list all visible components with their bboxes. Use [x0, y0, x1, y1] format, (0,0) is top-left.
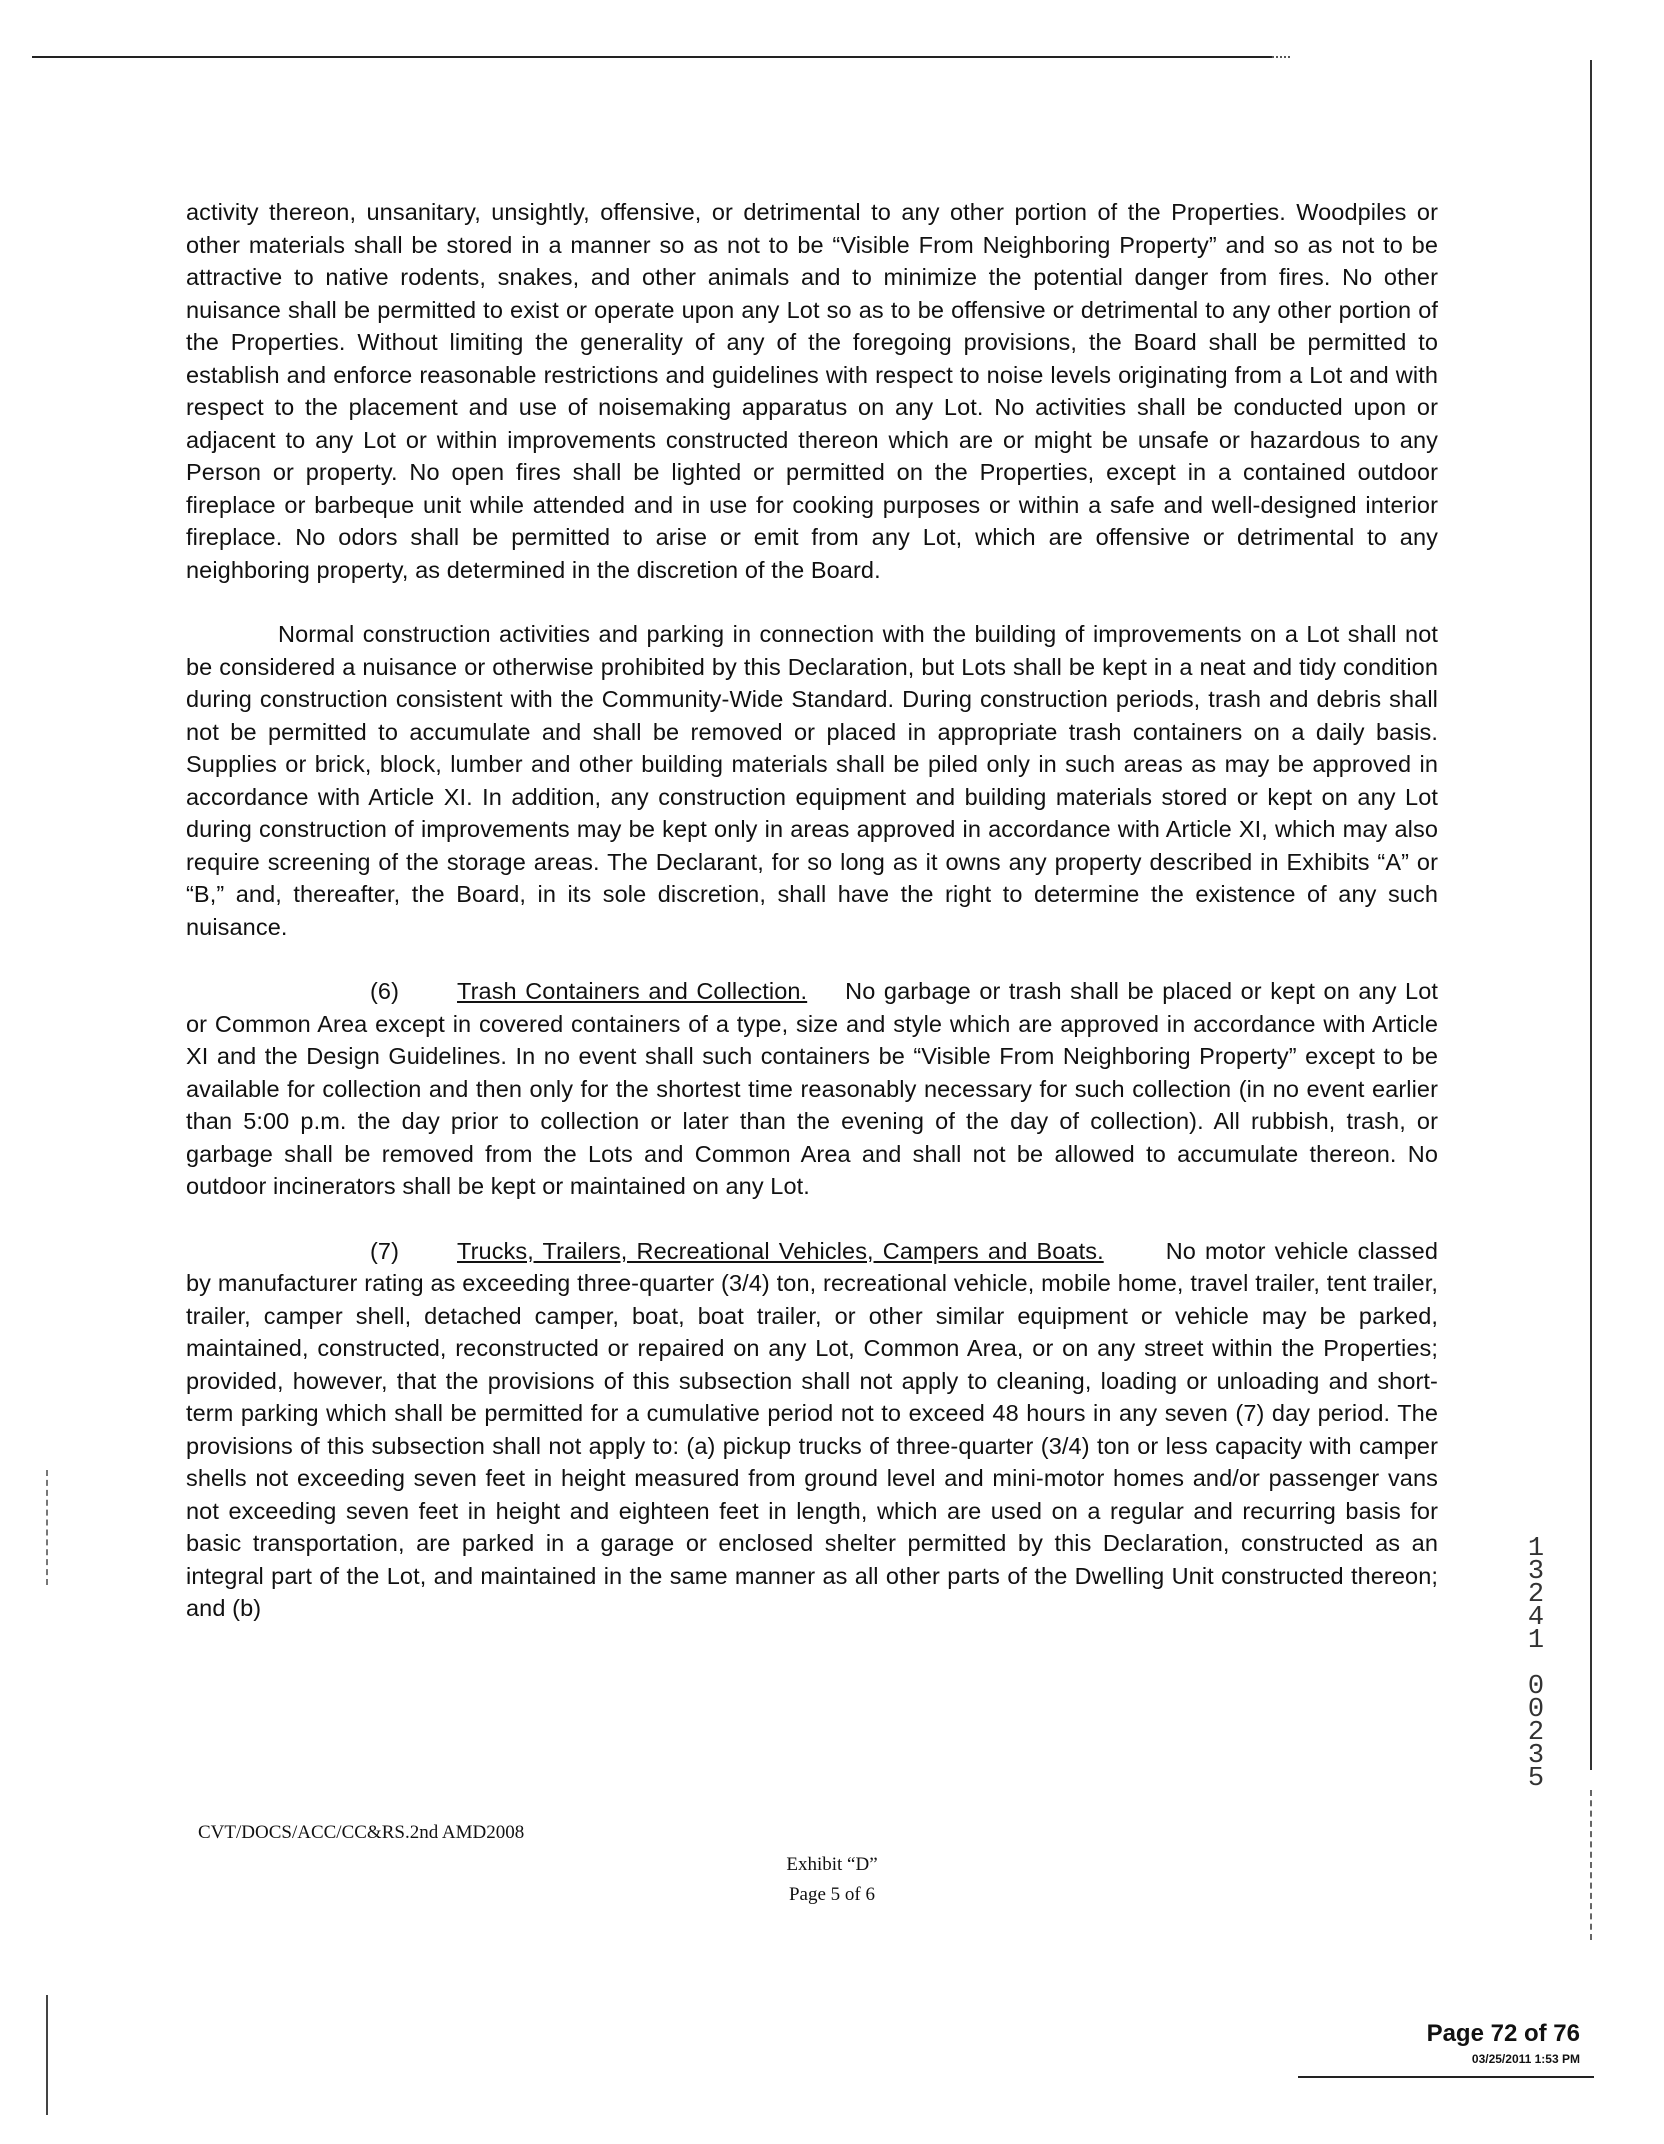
scan-edge-right	[1590, 60, 1592, 1770]
stamp-char: 1	[1527, 1534, 1545, 1564]
document-code: CVT/DOCS/ACC/CC&RS.2nd AMD2008	[198, 1822, 525, 1843]
top-rule	[32, 56, 1272, 58]
print-timestamp: 03/25/2011 1:53 PM	[1471, 2052, 1580, 2066]
bottom-rule	[1298, 2076, 1594, 2078]
stamp-char: 5	[1527, 1764, 1545, 1794]
section-trash-containers	[186, 975, 1438, 1203]
section-number: (7)	[370, 1237, 400, 1264]
paragraph-construction: Normal construction activities and parking in connection with the building of improvements on a Lot shall not be considered a nuisance or otherwise prohibited by this Declaration, but Lots shall be kept in a neat and tidy condition during construction consistent with the Community-Wide Standard. During construction periods, trash and debris shall not be permitted to accumulate and shall be removed or placed in appropriate trash containers on a daily basis. Supplies or brick, block, lumber and other building materials shall be piled only in such areas as may be approved in accordance with Article XI. In addition, any construction equipment and building materials stored or kept on any Lot during construction of improvements may be kept only in areas approved in accordance with Article XI, which may also require screening of the storage areas. The Declarant, for so long as it owns any property described in Exhibits “A” or “B,” and, thereafter, the Board, in its sole discretion, shall have the right to determine the existence of any such nuisance.	[186, 621, 1438, 940]
recording-number-stamp	[1520, 1534, 1552, 1794]
section-number: (6)	[370, 978, 400, 1004]
stamp-char: 3	[1527, 1741, 1545, 1771]
exhibit-label: Exhibit “D”	[786, 1854, 878, 1875]
scan-edge-left	[46, 1995, 48, 2115]
stamp-char: 4	[1527, 1603, 1545, 1633]
section-heading: Trash Containers and Collection.	[457, 978, 808, 1004]
scan-edge-left-dashed	[46, 1470, 48, 1585]
stamp-char: 0	[1527, 1695, 1545, 1725]
document-body	[186, 196, 1438, 1657]
exhibit-page: Page 5 of 6	[788, 1884, 875, 1905]
section-trucks-trailers	[186, 1235, 1438, 1625]
exhibit-footer	[0, 1850, 1664, 1910]
section-heading: Trucks, Trailers, Recreational Vehicles, Campers and Boats.	[457, 1237, 1104, 1264]
stamp-char: 0	[1527, 1672, 1545, 1702]
section-text: No garbage or trash shall be placed or kept on any Lot or Common Area except in covered containers of a type, size and style which are approved in accordance with Article XI and the Design Guidelines. In no event shall such containers be “Visible From Neighboring Property” except to be available for collection and then only for the shortest time reasonably necessary for such collection (in no event earlier than 5:00 p.m. the day prior to collection or later than the evening of the day of collection). All rubbish, trash, or garbage shall be removed from the Lots and Common Area and shall not be allowed to accumulate thereon. No outdoor incinerators shall be kept or maintained on any Lot.	[186, 978, 1438, 1199]
paragraph-nuisance-continued: activity thereon, unsanitary, unsightly, offensive, or detrimental to any other portion of the Properties. Woodpiles or other materials shall be stored in a manner so as not to be “Visible From Neighboring Property” and so as not to be attractive to native rodents, snakes, and other animals and to minimize the potential danger from fires. No other nuisance shall be permitted to exist or operate upon any Lot so as to be offensive or detrimental to any other portion of the Properties. Without limiting the generality of any of the foregoing provisions, the Board shall be permitted to establish and enforce reasonable restrictions and guidelines with respect to noise levels originating from a Lot and with respect to the placement and use of noisemaking apparatus on any Lot. No activities shall be conducted upon or adjacent to any Lot or within improvements constructed thereon which are or might be unsafe or hazardous to any Person or property. No open fires shall be lighted or permitted on the Properties, except in a contained outdoor fireplace or barbeque unit while attended and in use for cooking purposes or within a safe and well-designed interior fireplace. No odors shall be permitted to arise or emit from any Lot, which are offensive or detrimental to any neighboring property, as determined in the discretion of the Board.	[186, 199, 1438, 583]
page-counter: Page 72 of 76	[1426, 2020, 1580, 2047]
stamp-char: 1	[1527, 1626, 1545, 1656]
top-rule-dots	[1272, 56, 1290, 58]
stamp-char: 3	[1527, 1557, 1545, 1587]
section-text: No motor vehicle classed by manufacturer rating as exceeding three-quarter (3/4) ton, recreational vehicle, mobile home, travel trailer, tent trailer, trailer, camper shell, detached camper, boat, boat trailer, or other similar equipment or vehicle may be parked, maintained, constructed, reconstructed or repaired on any Lot, Common Area, or on any street within the Properties; provided, however, that the provisions of this subsection shall not apply to cleaning, loading or unloading and short-term parking which shall be permitted for a cumulative period not to exceed 48 hours in any seven (7) day period. The provisions of this subsection shall not apply to: (a) pickup trucks of three-quarter (3/4) ton or less capacity with camper shells not exceeding seven feet in height measured from ground level and mini-motor homes and/or passenger vans not exceeding seven feet in height and eighteen feet in length, which are used on a regular and recurring basis for basic transportation, are parked in a garage or enclosed shelter permitted by this Declaration, constructed as an integral part of the Lot, and maintained in the same manner as all other parts of the Dwelling Unit constructed thereon; and (b)	[186, 1237, 1438, 1621]
stamp-char: 2	[1527, 1718, 1545, 1748]
stamp-char: 2	[1527, 1580, 1545, 1610]
